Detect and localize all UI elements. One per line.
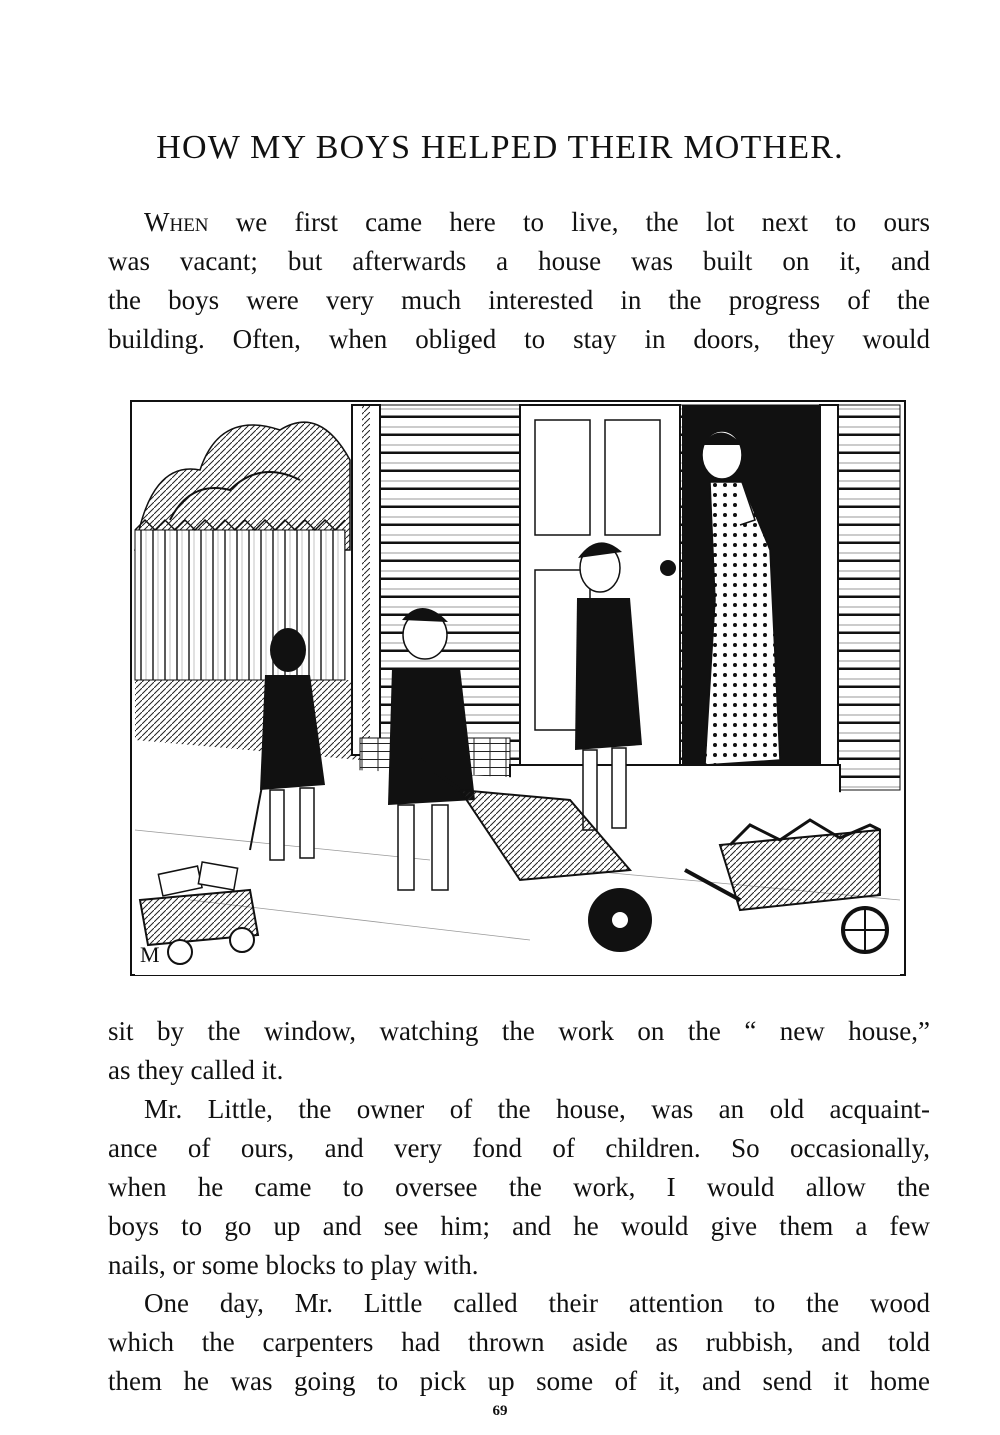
paragraph-4-line-2: which the carpenters had thrown aside as rubbish, and told <box>108 1327 930 1357</box>
door-knob <box>660 560 676 576</box>
paragraph-4-line-1: One day, Mr. Little called their attention to the wood <box>144 1288 930 1318</box>
paragraph-4 <box>108 1284 930 1401</box>
paragraph-2-line-1: sit by the window, watching the work on the “ new house,” <box>108 1016 930 1046</box>
paragraph-1-line-2: was vacant; but afterwards a house was built on it, and <box>108 246 930 276</box>
paragraph-1-line-3: the boys were very much interested in the progress of the <box>108 285 930 315</box>
paragraph-3-line-4: boys to go up and see him; and he would give them a few <box>108 1211 930 1241</box>
paragraph-2 <box>108 1012 930 1090</box>
paragraph-1 <box>108 203 930 359</box>
page-number: 69 <box>492 1403 508 1419</box>
illustration <box>130 400 906 976</box>
paragraph-3 <box>108 1090 930 1285</box>
engraver-signature: M <box>140 942 160 967</box>
engraving-boys-with-wheelbarrows <box>130 400 906 976</box>
paragraph-3-line-1: Mr. Little, the owner of the house, was an old acquaint- <box>144 1094 930 1124</box>
page-title: HOW MY BOYS HELPED THEIR MOTHER. <box>156 129 844 166</box>
paragraph-3-line-5: nails, or some blocks to play with. <box>108 1250 479 1280</box>
paragraph-3-line-3: when he came to oversee the work, I would allow the <box>108 1172 930 1202</box>
paragraph-1-line-4: building. Often, when obliged to stay in doors, they would <box>108 324 930 354</box>
paragraph-4-line-3: them he was going to pick up some of it, and send it home <box>108 1366 930 1396</box>
picket-fence <box>135 530 345 680</box>
paragraph-2-line-2: as they called it. <box>108 1055 284 1085</box>
paragraph-3-line-2: ance of ours, and very fond of children. So occasionally, <box>108 1133 930 1163</box>
lead-word: When <box>144 207 209 237</box>
paragraph-1-line-1: When we first came here to live, the lot next to ours <box>144 207 930 237</box>
